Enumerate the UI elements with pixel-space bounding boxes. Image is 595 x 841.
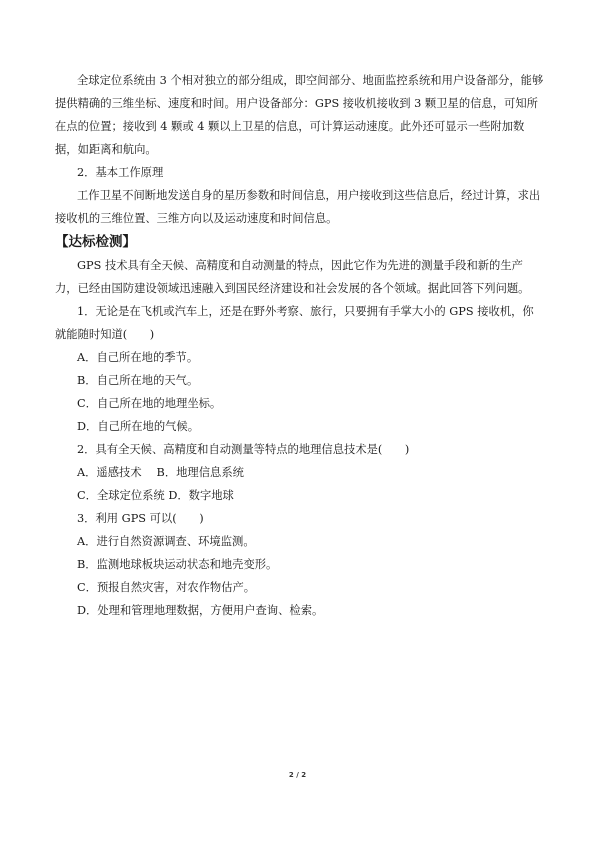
question-2-option-ab: A．遥感技术 B．地理信息系统: [77, 466, 244, 479]
question-3-option-c: C．预报自然灾害，对农作物估产。: [77, 581, 256, 594]
question-3-option-a: A．进行自然资源调查、环境监测。: [77, 535, 255, 548]
question-3-stem: 3．利用 GPS 可以( ): [77, 512, 204, 525]
question-1-option-d: D．自己所在地的气候。: [77, 420, 200, 433]
test-intro: GPS 技术具有全天候、高精度和自动测量的特点，因此它作为先进的测量手段和新的生产力，已经由国防建设领域迅速融入到国民经济建设和社会发展的各个领域。据此回答下列问题。: [55, 259, 530, 295]
test-heading: 【达标检测】: [55, 234, 136, 250]
intro-paragraph: 全球定位系统由 3 个相对独立的部分组成，即空间部分、地面监控系统和用户设备部分，能够提供精确的三维坐标、速度和时间。用户设备部分：GPS 接收机接收到 3 颗卫星的信息，可知所在点的位置；接收到 4 颗或 4 颗以上卫星的信息，可计算运动速度。此外还可显示一些附加数据，如距离和航向。: [55, 74, 544, 156]
section-2-text: 工作卫星不间断地发送自身的星历参数和时间信息，用户接收到这些信息后，经过计算，求出接收机的三维位置、三维方向以及运动速度和时间信息。: [55, 189, 541, 225]
question-1-option-c: C．自己所在地的地理坐标。: [77, 397, 222, 410]
page-number: 2 / 2: [288, 771, 307, 779]
section-2-title: 2．基本工作原理: [77, 166, 164, 179]
question-3-option-b: B．监测地球板块运动状态和地壳变形。: [77, 558, 278, 571]
question-1-option-b: B．自己所在地的天气。: [77, 374, 199, 387]
question-3-option-d: D．处理和管理地理数据，方便用户查询、检索。: [77, 604, 324, 617]
document-body: [55, 69, 545, 622]
question-1-option-a: A．自己所在地的季节。: [77, 351, 199, 364]
question-2-option-cd: C．全球定位系统 D．数字地球: [77, 489, 234, 502]
question-1-stem: 1．无论是在飞机或汽车上，还是在野外考察、旅行，只要拥有手掌大小的 GPS 接收机，你就能随时知道( ): [55, 305, 534, 341]
question-2-stem: 2．具有全天候、高精度和自动测量等特点的地理信息技术是( ): [77, 443, 410, 456]
